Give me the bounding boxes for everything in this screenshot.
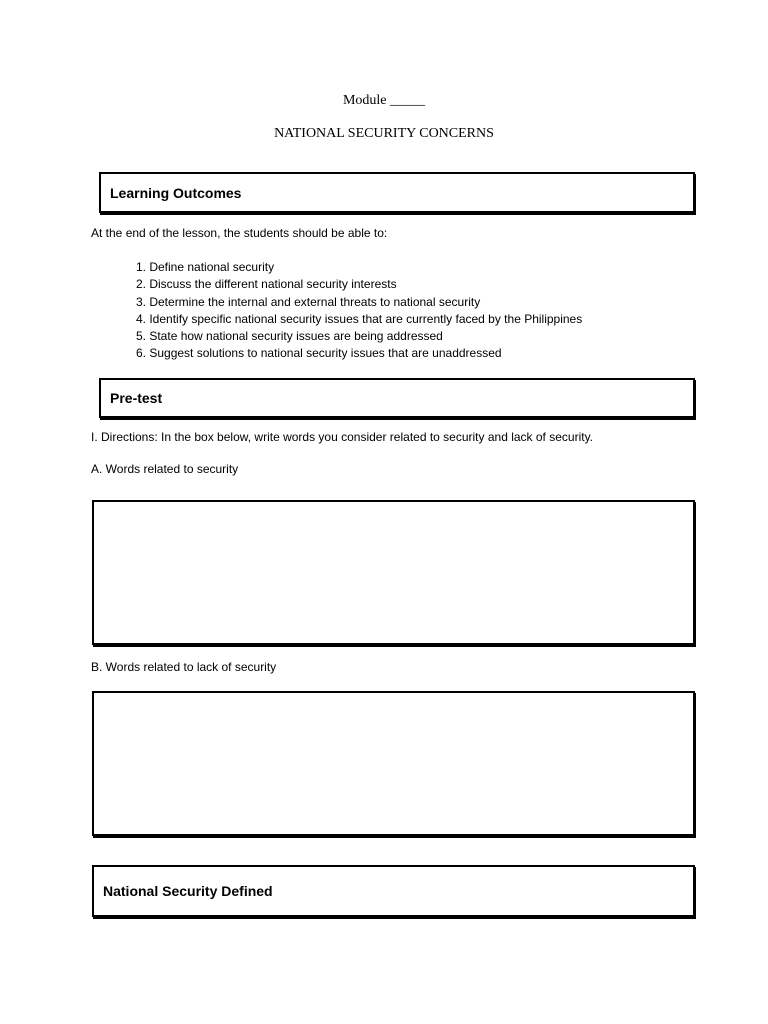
learning-outcomes-heading-box [99, 172, 695, 213]
part-b-label: B. Words related to lack of security [91, 660, 277, 674]
learning-outcomes-intro: At the end of the lesson, the students should be able to: [91, 226, 388, 240]
module-label: Module _____ [342, 93, 426, 108]
national-security-defined-heading-box [92, 865, 695, 917]
national-security-defined-heading: National Security Defined [103, 883, 273, 899]
document-title: NATIONAL SECURITY CONCERNS [274, 126, 494, 141]
pretest-heading-box [99, 378, 695, 418]
part-a-label: A. Words related to security [91, 462, 239, 476]
learning-outcomes-list [136, 259, 582, 363]
pretest-directions: I. Directions: In the box below, write words you consider related to security and lack of security. [91, 430, 594, 444]
outcome-item: 3. Determine the internal and external threats to national security [136, 294, 481, 309]
lack-of-security-words-answer-box[interactable] [92, 691, 695, 836]
outcome-item: 1. Define national security [136, 260, 275, 274]
outcome-item: 4. Identify specific national security issues that are currently faced by the Philippines [136, 311, 583, 326]
pretest-heading: Pre-test [110, 390, 163, 406]
learning-outcomes-heading: Learning Outcomes [110, 184, 242, 201]
outcome-item: 5. State how national security issues are being addressed [136, 329, 443, 344]
outcome-item: 2. Discuss the different national security interests [136, 277, 397, 292]
outcome-item: 6. Suggest solutions to national security issues that are unaddressed [136, 346, 502, 361]
security-words-answer-box[interactable] [92, 500, 695, 645]
